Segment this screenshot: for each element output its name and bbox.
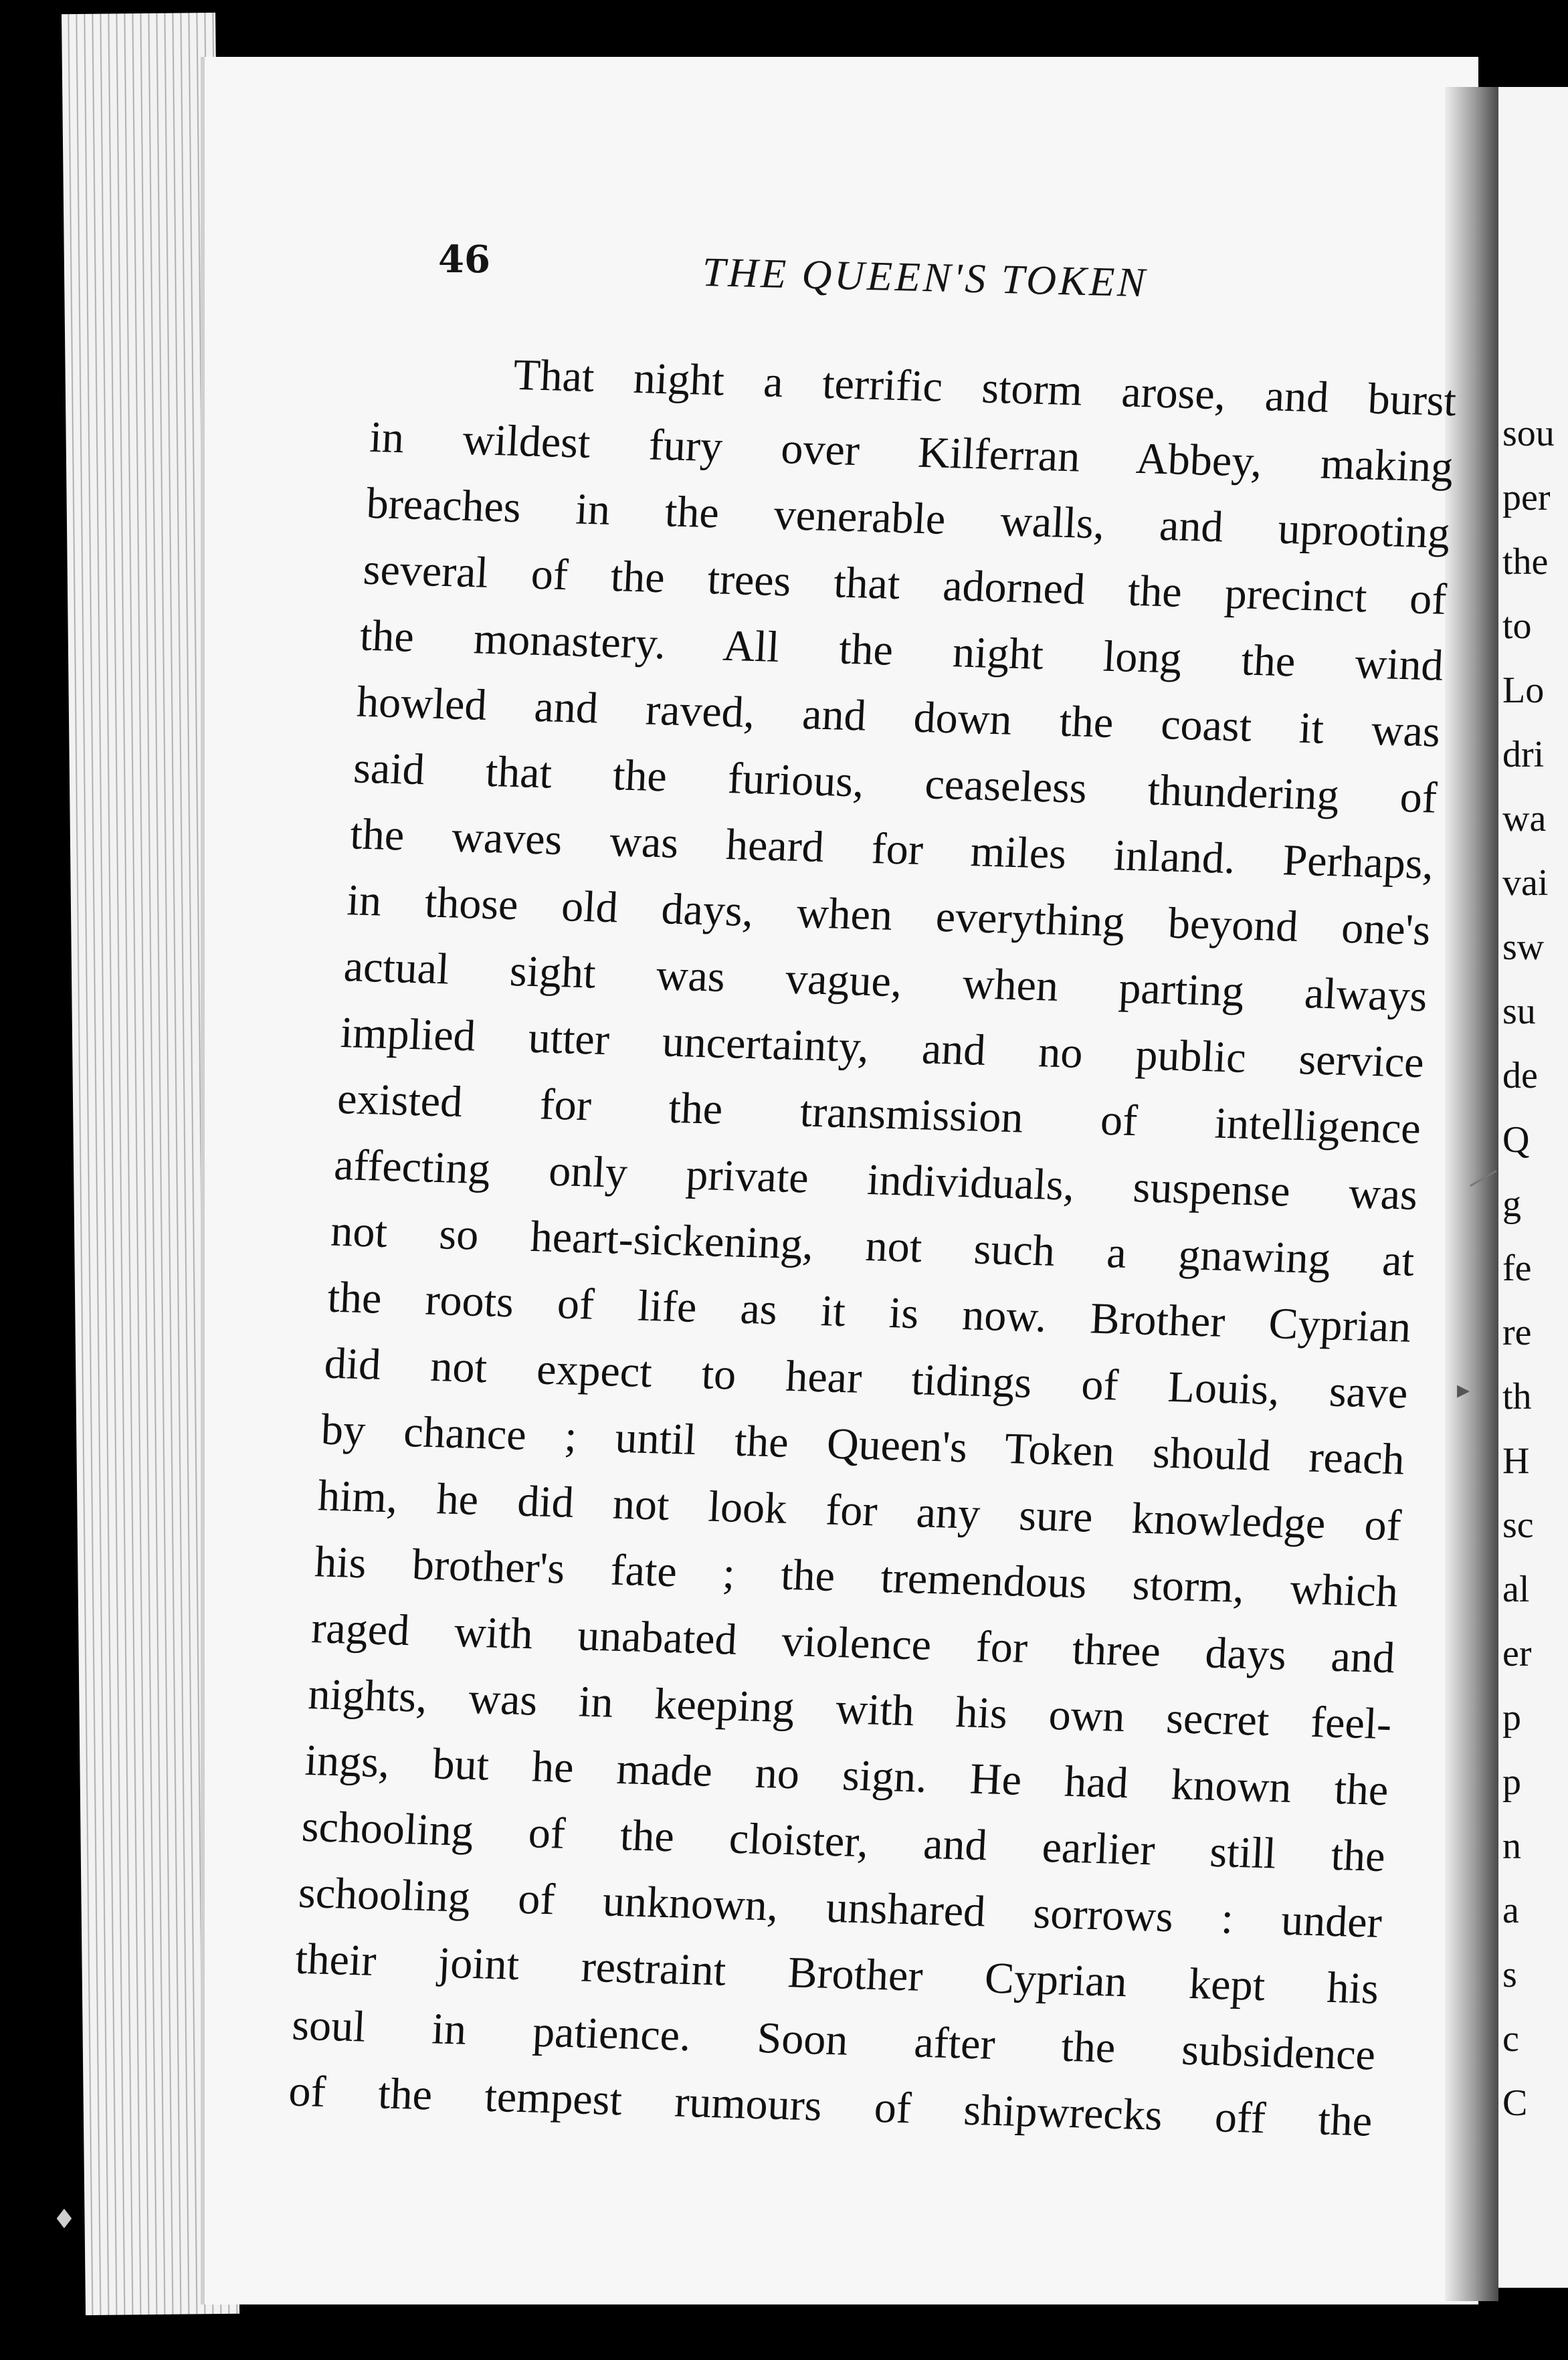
- text-line: the waves was heard for miles inland. Perhaps,: [349, 809, 1435, 889]
- facing-page-fragment: fe: [1502, 1248, 1532, 1289]
- text-line: schooling of the cloister, and earlier still the: [300, 1801, 1387, 1882]
- facing-page-fragment: C: [1502, 2082, 1528, 2124]
- facing-page-fragment: per: [1502, 477, 1551, 518]
- text-line: him, he did not look for any sure knowledge of: [316, 1471, 1403, 1551]
- facing-page-fragment: Lo: [1502, 670, 1545, 711]
- facing-page-fragment: H: [1502, 1440, 1530, 1482]
- facing-page-fragment: to: [1502, 605, 1532, 647]
- text-line: their joint restraint Brother Cyprian kept his: [294, 1934, 1380, 2013]
- facing-page-fragment: s: [1502, 1954, 1517, 1995]
- text-line: schooling of unknown, unshared sorrows : under: [297, 1868, 1383, 1947]
- facing-page-fragment: the: [1502, 541, 1549, 583]
- text-line: actual sight was vague, when parting always: [342, 942, 1429, 1021]
- text-line: existed for the transmission of intelligence: [336, 1074, 1422, 1154]
- text-line: breaches in the venerable walls, and uprooting: [365, 478, 1452, 558]
- text-line: in wildest fury over Kilferran Abbey, making: [368, 412, 1454, 492]
- facing-page-fragment: p: [1502, 1761, 1521, 1803]
- text-line: howled and raved, and down the coast it was: [355, 677, 1442, 757]
- facing-page-fragment: c: [1502, 2018, 1519, 2060]
- text-line: said that the furious, ceaseless thundering of: [352, 743, 1438, 823]
- facing-page-fragment: a: [1502, 1890, 1519, 1931]
- text-line: by chance ; until the Queen's Token should reach: [320, 1405, 1406, 1484]
- facing-page-fragment: sou: [1502, 413, 1555, 454]
- facing-page-fragment: dri: [1502, 734, 1545, 775]
- text-line: affecting only private individuals, suspense was: [332, 1140, 1419, 1219]
- pin-mark: ♦: [52, 2204, 76, 2235]
- facing-page-fragment: th: [1502, 1376, 1532, 1417]
- facing-page-fragment: er: [1502, 1633, 1532, 1674]
- text-line: several of the trees that adorned the precinct of: [362, 545, 1448, 624]
- text-line: That night a terrific storm arose, and burst: [512, 350, 1458, 426]
- facing-page-fragment: n: [1502, 1826, 1521, 1867]
- text-line: nights, was in keeping with his own secret feel-: [307, 1670, 1393, 1749]
- facing-page-fragment: de: [1502, 1055, 1538, 1096]
- text-line: his brother's fate ; the tremendous storm, which: [313, 1537, 1399, 1617]
- text-line: not so heart-sickening, not such a gnawing at: [329, 1206, 1415, 1286]
- facing-page-fragment: g: [1502, 1183, 1521, 1225]
- facing-page-fragment: p: [1502, 1697, 1521, 1739]
- text-line: the roots of life as it is now. Brother Cyprian: [326, 1272, 1413, 1352]
- running-head: THE QUEEN'S TOKEN: [702, 250, 1149, 306]
- body-text: [287, 338, 1458, 2155]
- facing-page-fragment: vai: [1502, 862, 1549, 904]
- facing-page-fragment: re: [1502, 1312, 1532, 1353]
- text-line: soul in patience. Soon after the subsidence: [290, 2000, 1377, 2080]
- facing-page-fragment: Q: [1502, 1119, 1530, 1161]
- facing-page-fragment: sw: [1502, 926, 1545, 968]
- page-number: 46: [438, 237, 490, 282]
- margin-mark: ▸: [1457, 1375, 1470, 1404]
- facing-page-fragment: al: [1502, 1569, 1530, 1610]
- text-line: did not expect to hear tidings of Louis, save: [323, 1339, 1409, 1418]
- facing-page-fragment: wa: [1502, 798, 1547, 840]
- facing-page-fragment: sc: [1502, 1504, 1534, 1546]
- text-line: the monastery. All the night long the wind: [359, 611, 1445, 690]
- facing-page-fragment: su: [1502, 991, 1536, 1032]
- text-line: in those old days, when everything beyond one's: [346, 876, 1432, 955]
- text-line: of the tempest rumours of shipwrecks off the: [288, 2066, 1373, 2146]
- text-line: ings, but he made no sign. He had known the: [304, 1735, 1390, 1815]
- text-line: implied utter uncertainty, and no public service: [339, 1008, 1426, 1088]
- facing-page-fragments: [1502, 401, 1568, 2135]
- text-line: raged with unabated violence for three days and: [310, 1603, 1396, 1683]
